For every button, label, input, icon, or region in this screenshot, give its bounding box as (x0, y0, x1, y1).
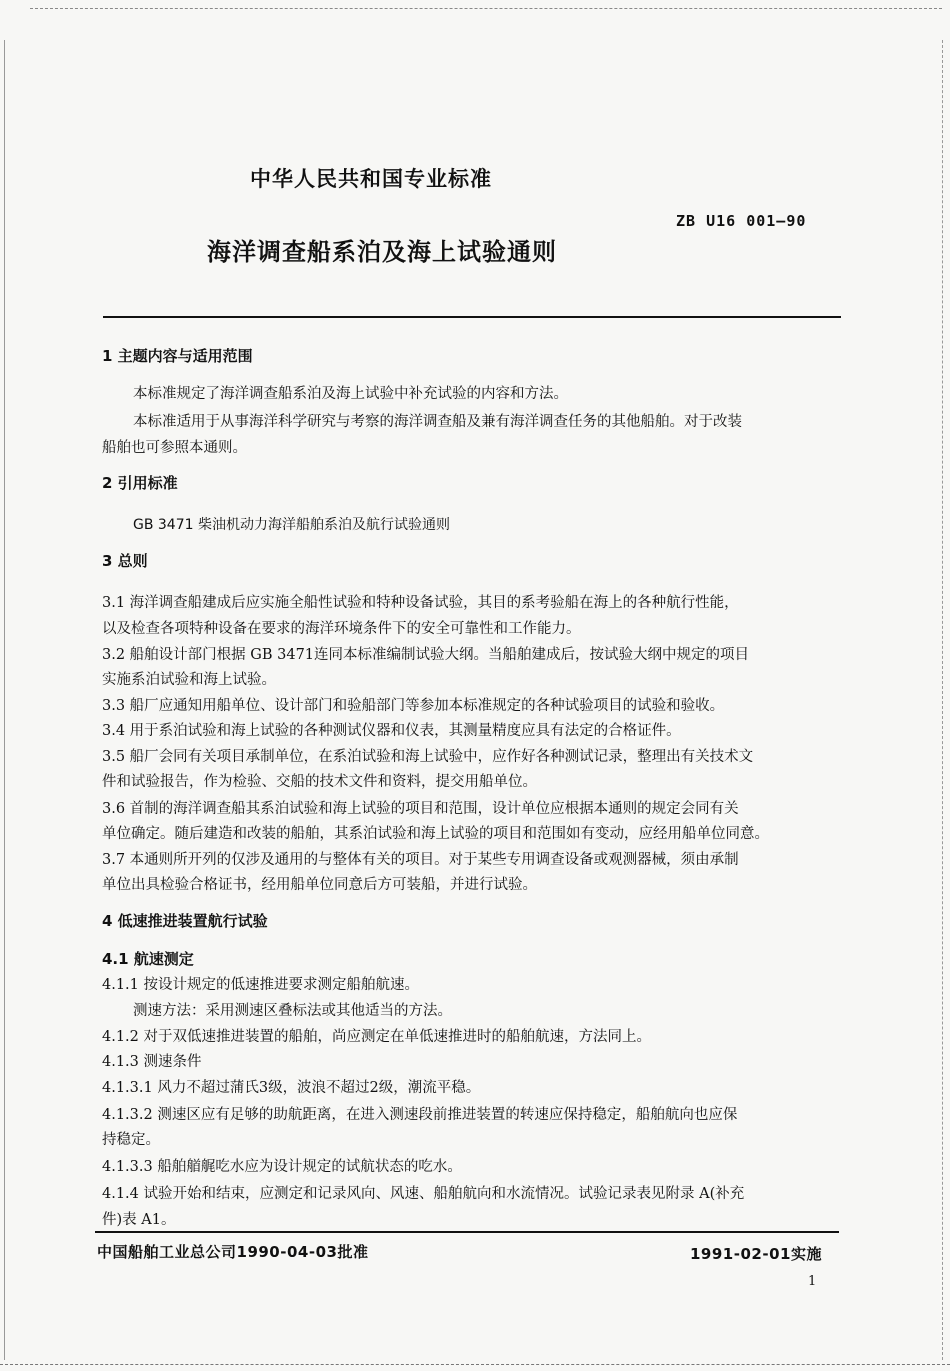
footer-divider (95, 1231, 839, 1233)
clause-3-3: 3.3 船厂应通知用船单位、设计部门和验船部门等参加本标准规定的各种试验项目的试验和验收。 (102, 698, 725, 714)
referenced-standard: GB 3471 柴油机动力海洋船舶系泊及航行试验通则 (133, 517, 450, 533)
clause-3-1-line-2: 以及检查各项特种设备在要求的海洋环境条件下的安全可靠性和工作能力。 (102, 621, 581, 637)
scan-edge-right (942, 40, 943, 1360)
clause-3-4: 3.4 用于系泊试验和海上试验的各种测试仪器和仪表，其测量精度应具有法定的合格证件。 (102, 723, 681, 739)
clause-4-1-1-method: 测速方法：采用测速区叠标法或其他适当的方法。 (133, 1003, 452, 1019)
clause-4-1-3-2-line-1: 4.1.3.2 测速区应有足够的助航距离，在进入测速段前推进装置的转速应保持稳定，船舶航向也应保 (102, 1107, 738, 1123)
scan-edge-bottom (0, 1364, 950, 1365)
clause-3-5-line-2: 件和试验报告，作为检验、交船的技术文件和资料，提交用船单位。 (102, 774, 537, 790)
title-divider (103, 316, 841, 318)
clause-3-7-line-1: 3.7 本通则所开列的仅涉及通用的与整体有关的项目。对于某些专用调查设备或观测器械，须由承制 (102, 852, 739, 868)
effective-date: 1991-02-01实施 (690, 1245, 822, 1263)
scan-edge-left (4, 40, 5, 1360)
clause-3-6-line-1: 3.6 首制的海洋调查船其系泊试验和海上试验的项目和范围，设计单位应根据本通则的规定会同有关 (102, 801, 739, 817)
section-4-heading: 4 低速推进装置航行试验 (102, 912, 268, 930)
section-1-paragraph-2-line-1: 本标准适用于从事海洋科学研究与考察的海洋调查船及兼有海洋调查任务的其他船舶。对于改装 (133, 414, 742, 430)
clause-3-1-line-1: 3.1 海洋调查船建成后应实施全船性试验和特种设备试验，其目的系考验船在海上的各种航行性能， (102, 595, 739, 611)
section-1-heading: 1 主题内容与适用范围 (102, 347, 253, 365)
clause-3-7-line-2: 单位出具检验合格证书，经用船单位同意后方可装船，并进行试验。 (102, 877, 537, 893)
clause-4-1-heading: 4.1 航速测定 (102, 950, 194, 968)
clause-3-5-line-1: 3.5 船厂会同有关项目承制单位，在系泊试验和海上试验中，应作好各种测试记录，整理出有关技术文 (102, 749, 754, 765)
approval-line: 中国船舶工业总公司1990-04-03批准 (97, 1243, 369, 1261)
clause-4-1-3: 4.1.3 测速条件 (102, 1054, 202, 1070)
scan-edge-top (30, 8, 942, 9)
section-1-paragraph-1: 本标准规定了海洋调查船系泊及海上试验中补充试验的内容和方法。 (133, 386, 568, 402)
clause-4-1-1: 4.1.1 按设计规定的低速推进要求测定船舶航速。 (102, 977, 420, 993)
clause-4-1-3-1: 4.1.3.1 风力不超过蒲氏3级，波浪不超过2级，潮流平稳。 (102, 1080, 481, 1096)
section-3-heading: 3 总则 (102, 552, 148, 570)
page-number: 1 (808, 1274, 817, 1289)
clause-3-2-line-2: 实施系泊试验和海上试验。 (102, 672, 276, 688)
clause-4-1-3-2-line-2: 持稳定。 (102, 1132, 160, 1148)
clause-4-1-4-line-1: 4.1.4 试验开始和结束，应测定和记录风向、风速、船舶航向和水流情况。试验记录表见附录 A(补充 (102, 1186, 745, 1202)
clause-4-1-2: 4.1.2 对于双低速推进装置的船舶，尚应测定在单低速推进时的船舶航速，方法同上。 (102, 1029, 652, 1045)
section-2-heading: 2 引用标准 (102, 474, 178, 492)
standard-code: ZB U16 001—90 (676, 212, 807, 230)
clause-4-1-3-3: 4.1.3.3 船舶艏艉吃水应为设计规定的试航状态的吃水。 (102, 1159, 462, 1175)
section-1-paragraph-2-line-2: 船舶也可参照本通则。 (102, 440, 247, 456)
document-title: 海洋调查船系泊及海上试验通则 (207, 238, 557, 266)
clause-3-2-line-1: 3.2 船舶设计部门根据 GB 3471连同本标准编制试验大纲。当船舶建成后，按试验大纲中规定的项目 (102, 647, 750, 663)
clause-4-1-4-line-2: 件)表 A1。 (102, 1212, 176, 1228)
nation-standard-heading: 中华人民共和国专业标准 (250, 167, 492, 191)
clause-3-6-line-2: 单位确定。随后建造和改装的船舶，其系泊试验和海上试验的项目和范围如有变动，应经用船单位同意。 (102, 826, 769, 842)
